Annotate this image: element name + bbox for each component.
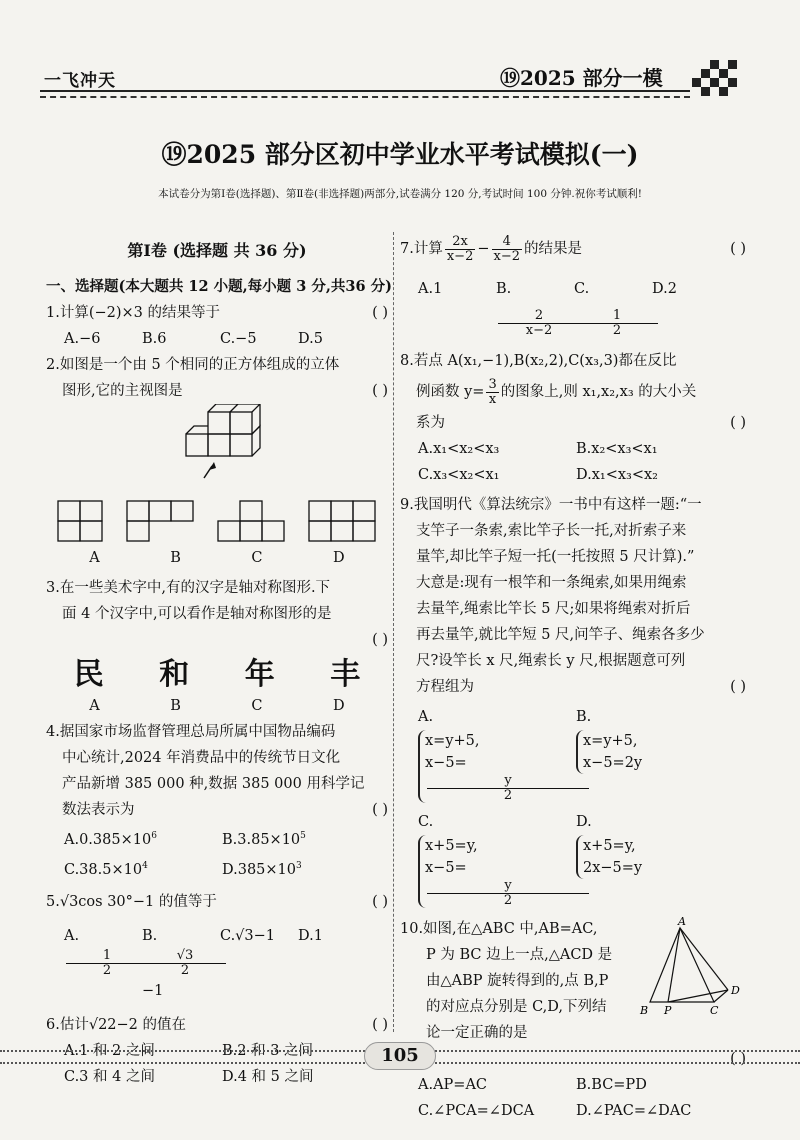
q2-option-b-figure bbox=[125, 499, 197, 545]
q9-line1: 9.我国明代《算法统宗》一书中有这样一题:“一 bbox=[400, 497, 702, 513]
q10-triangle-figure bbox=[638, 916, 748, 1016]
q4-option-c: $C.38.5\times 10^4$ bbox=[64, 860, 148, 878]
q8-option-a: A.x₁<x₂<x₃ bbox=[418, 441, 500, 457]
exam-title: ⑲2025 部分区初中学业水平考试模拟(一) bbox=[161, 140, 639, 169]
q4-options-ab bbox=[46, 823, 388, 853]
q9-option-b: B.x=y+5, x−5=2y bbox=[576, 704, 734, 803]
q6-option-b: B.2 和 3 之间 bbox=[222, 1042, 314, 1059]
q7-options bbox=[400, 272, 746, 340]
q5-option-b: B. $\frac{√3}{2}$ −1 bbox=[142, 923, 220, 1004]
q4-option-d: $D.385\times 10^3$ bbox=[222, 860, 302, 878]
q10-point-b: B bbox=[640, 1004, 649, 1016]
q1-option-d: D.5 bbox=[298, 331, 323, 347]
q10-point-p: P bbox=[664, 1004, 672, 1016]
q1-stem: 1.计算(−2)×3 的结果等于 ( ) bbox=[46, 300, 388, 326]
q10-option-b: B.BC=PD bbox=[576, 1077, 647, 1093]
q9-line4: 大意是:现有一根竿和一条绳索,如果用绳索 bbox=[416, 575, 687, 591]
q4-stem-line3: 产品新增 385 000 种,数据 385 000 用科学记 bbox=[62, 776, 365, 792]
q1-option-c: C.−5 bbox=[220, 331, 257, 347]
q1-option-b: B.6 bbox=[142, 331, 167, 347]
q10-options-cd bbox=[400, 1098, 746, 1124]
q9-line7: 尺?设竿长 x 尺,绳索长 y 尺,根据题意可列 bbox=[416, 653, 686, 669]
q8-stem-line1: 8.若点 A(x₁,−1),B(x₂,2),C(x₃,3)都在反比 bbox=[400, 353, 677, 369]
q8-option-b: B.x₂<x₃<x₁ bbox=[576, 441, 658, 457]
q5-option-d: D.1 bbox=[298, 927, 323, 944]
q2-stem-line2: 图形,它的主视图是 ( ) bbox=[62, 383, 388, 399]
q2-option-d-figure bbox=[307, 499, 379, 545]
page-number: 105 bbox=[364, 1042, 436, 1070]
q2-solid-figure bbox=[46, 404, 388, 484]
checker-decoration-icon bbox=[692, 58, 738, 96]
q10-line5: 论一定正确的是 bbox=[426, 1025, 528, 1041]
header-logo: 一飞冲天 bbox=[44, 71, 116, 91]
q6-option-c: C.3 和 4 之间 bbox=[64, 1068, 155, 1085]
header-exam-name: ⑲2025 部分一模 bbox=[500, 66, 663, 90]
part-one-title: 第Ⅰ卷 (选择题 共 36 分) bbox=[127, 241, 307, 260]
q9-options-ab bbox=[400, 704, 746, 803]
q4-stem-line1: 4.据国家市场监督管理总局所属中国物品编码 bbox=[46, 724, 336, 740]
q10-point-d: D bbox=[731, 984, 740, 997]
q6-option-a: A.1 和 2 之间 bbox=[64, 1042, 155, 1059]
q9-line2: 支竿子一条索,索比竿子长一托,对折索子来 bbox=[416, 523, 687, 539]
q2-option-a-figure bbox=[56, 499, 106, 545]
q9-option-a: A.x=y+5, x−5= $\frac{y}{2}$ bbox=[418, 704, 576, 803]
q2-options-figures bbox=[46, 499, 388, 545]
q5-option-a: A. $\frac{1}{2}$ bbox=[64, 923, 142, 1004]
q8-option-c: C.x₃<x₂<x₁ bbox=[418, 467, 500, 483]
exam-instructions: 本试卷分为第Ⅰ卷(选择题)、第Ⅱ卷(非选择题)两部分,试卷满分 120 分,考试时间 100 分钟.祝你考试顺利! bbox=[158, 188, 642, 200]
q8-stem-line2: 例函数 y= $\frac{3}{x}$ 的图象上,则 x₁,x₂,x₃ 的大小关 bbox=[416, 376, 697, 407]
q4-stem-line2: 中心统计,2024 年消费品中的传统节日文化 bbox=[62, 750, 341, 766]
q5-stem: 5.√3cos 30°−1 的值等于 ( ) bbox=[46, 893, 388, 910]
q9-line8: 方程组为 ( ) bbox=[416, 679, 746, 695]
q10-line4: 的对应点分别是 C,D,下列结 bbox=[426, 999, 607, 1015]
q1-options bbox=[46, 326, 388, 352]
q10-line3: 由△ABP 旋转得到的,点 B,P bbox=[426, 973, 609, 989]
q10-point-a: A bbox=[678, 916, 686, 928]
q3-paren: ( ) bbox=[372, 632, 388, 648]
q4-option-a: $A.0.385\times 10^6$ bbox=[64, 831, 157, 848]
q7-option-d: D.2 bbox=[652, 281, 677, 297]
column-divider bbox=[393, 232, 394, 1032]
q1-option-a: A.−6 bbox=[64, 331, 101, 347]
q2-option-labels: A B C D bbox=[89, 550, 345, 566]
q4-options-cd bbox=[46, 853, 388, 883]
q5-options bbox=[46, 923, 388, 1004]
q8-stem-line3: 系为 ( ) bbox=[416, 415, 746, 431]
q5-option-c: C.√3−1 bbox=[220, 927, 276, 944]
q7-option-a: A.1 bbox=[418, 281, 443, 297]
q6-options-cd bbox=[46, 1064, 388, 1090]
q3-option-labels: A B C D bbox=[89, 698, 345, 714]
q8-options-ab bbox=[400, 436, 746, 462]
q4-stem-line4: 数法表示为 ( ) bbox=[62, 802, 388, 818]
q7-option-b: B. $\frac{2}{x-2}$ bbox=[496, 272, 574, 340]
q10-option-a: A.AP=AC bbox=[418, 1077, 488, 1093]
q7-stem: 7.计算 $\frac{2x}{x-2}$ − $\frac{4}{x-2}$ 的结果是 ( ) bbox=[400, 233, 746, 264]
q9-option-c: C.x+5=y, x−5= $\frac{y}{2}$ bbox=[418, 809, 576, 908]
q10-line1: 10.如图,在△ABC 中,AB=AC, bbox=[400, 921, 598, 937]
q10-paren: ( ) bbox=[730, 1051, 746, 1067]
left-column bbox=[46, 232, 393, 1090]
q3-characters: 民 和 年 丰 bbox=[73, 657, 361, 692]
right-column bbox=[400, 232, 746, 1124]
q7-option-c: C. $\frac{1}{2}$ bbox=[574, 272, 652, 340]
q6-stem: 6.估计√22−2 的值在 ( ) bbox=[46, 1016, 388, 1033]
q4-option-b: $B.3.85\times 10^5$ bbox=[222, 831, 306, 848]
section-heading: 一、选择题(本大题共 12 小题,每小题 3 分,共36 分) bbox=[46, 278, 393, 295]
q9-option-d: D.x+5=y, 2x−5=y bbox=[576, 809, 734, 908]
q6-option-d: D.4 和 5 之间 bbox=[222, 1068, 314, 1085]
q10-option-d: D.∠PAC=∠DAC bbox=[576, 1103, 692, 1119]
q9-line5: 去量竿,绳索比竿长 5 尺;如果将绳索对折后 bbox=[416, 601, 691, 617]
q10-option-c: C.∠PCA=∠DCA bbox=[418, 1103, 535, 1119]
q10-line2: P 为 BC 边上一点,△ACD 是 bbox=[426, 947, 613, 963]
q9-line3: 量竿,却比竿子短一托(一托按照 5 尺计算).” bbox=[416, 549, 695, 565]
answer-paren: ( ) bbox=[372, 305, 388, 321]
q3-stem-line1: 3.在一些美术字中,有的汉字是轴对称图形.下 bbox=[46, 580, 331, 596]
q2-stem-line1: 2.如图是一个由 5 个相同的正方体组成的立体 bbox=[46, 357, 340, 373]
header-rule bbox=[40, 90, 690, 92]
q10-point-c: C bbox=[710, 1004, 719, 1016]
q9-line6: 再去量竿,就比竿短 5 尺,问竿子、绳索各多少 bbox=[416, 627, 705, 643]
header-dash-rule bbox=[40, 96, 690, 98]
q10-options-ab bbox=[400, 1072, 746, 1098]
q8-option-d: D.x₁<x₃<x₂ bbox=[576, 467, 658, 483]
q8-options-cd bbox=[400, 462, 746, 488]
q10-block bbox=[400, 916, 746, 1124]
q3-stem-line2: 面 4 个汉字中,可以看作是轴对称图形的是 bbox=[62, 606, 332, 622]
q9-options-cd bbox=[400, 809, 746, 908]
q2-option-c-figure bbox=[216, 499, 288, 545]
